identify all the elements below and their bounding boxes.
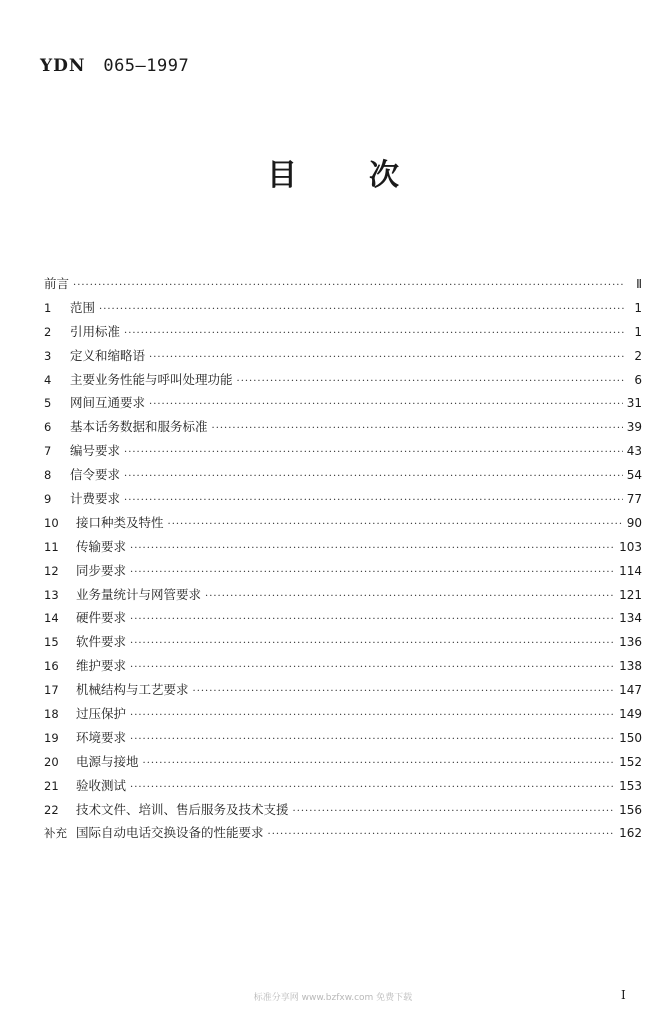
- toc-entry: [44, 656, 642, 680]
- toc-entry-title: 网间互通要求: [70, 395, 146, 411]
- toc-entry: [44, 298, 642, 322]
- toc-leader-dots: [130, 639, 615, 649]
- toc-entry-title: 传输要求: [76, 538, 127, 554]
- toc-entry-title: 同步要求: [76, 562, 127, 578]
- toc-entry-page: 1: [634, 324, 642, 339]
- toc-entry-number: 补充: [44, 826, 67, 841]
- toc-entry-title: 编号要求: [70, 443, 121, 459]
- toc-entry-number: 13: [44, 587, 59, 602]
- toc-leader-dots: [130, 544, 615, 554]
- toc-leader-dots: [130, 783, 615, 793]
- toc-entry-title: 主要业务性能与呼叫处理功能: [70, 371, 233, 387]
- toc-entry: [44, 537, 642, 561]
- toc-entry-title: 前言: [44, 276, 70, 291]
- toc-entry-page: 121: [619, 587, 642, 602]
- toc-entry-number: 14: [44, 611, 59, 626]
- toc-entry-title: 软件要求: [76, 634, 127, 650]
- toc-entry-page: 31: [626, 396, 642, 411]
- toc-entry-number: 18: [44, 707, 59, 722]
- toc-entry-title: 范围: [70, 299, 96, 315]
- toc-entry: [44, 608, 642, 632]
- toc-entry: [44, 346, 642, 370]
- footer-watermark: 标准分享网 www.bzfxw.com 免费下载: [253, 993, 413, 1003]
- toc-entry-page: 2: [634, 348, 642, 363]
- toc-entry-number: 10: [44, 515, 59, 530]
- toc-entry: [44, 704, 642, 728]
- toc-entry-title: 国际自动电话交换设备的性能要求: [76, 825, 264, 841]
- toc-entry-page: 39: [626, 420, 642, 435]
- standard-code: YDN: [40, 56, 86, 76]
- toc-leader-dots: [168, 520, 623, 530]
- toc-leader-dots: [212, 424, 623, 434]
- toc-entry-page: 90: [626, 515, 642, 530]
- toc-entry: [44, 632, 642, 656]
- toc-leader-dots: [124, 448, 623, 458]
- toc-entry-number: 21: [44, 778, 59, 793]
- standard-number: 065—1997: [103, 56, 190, 76]
- toc-entry-number: 3: [44, 348, 52, 363]
- toc-entry: [44, 585, 642, 609]
- toc-entry-page: 103: [619, 539, 642, 554]
- toc-entry-number: 12: [44, 563, 59, 578]
- toc-entry-page: 156: [619, 802, 642, 817]
- toc-entry-title: 信令要求: [70, 467, 121, 483]
- toc-entry: [44, 752, 642, 776]
- toc-entry-page: 43: [626, 444, 642, 459]
- toc-entry-page: 114: [619, 563, 642, 578]
- toc-entry-page: Ⅱ: [636, 277, 642, 291]
- toc-entry-page: 138: [619, 659, 642, 674]
- toc-entry: [44, 465, 642, 489]
- toc-entry-page: 153: [619, 778, 642, 793]
- toc-entry-title: 维护要求: [76, 658, 127, 674]
- toc-entry-number: 6: [44, 420, 52, 435]
- toc-entry-title: 基本话务数据和服务标准: [70, 419, 208, 435]
- page-title: 目次: [267, 158, 471, 193]
- toc-entry-number: 11: [44, 539, 59, 554]
- toc-entry-title: 技术文件、培训、售后服务及技术支援: [76, 801, 289, 817]
- toc-leader-dots: [73, 281, 624, 291]
- toc-entry-number: 9: [44, 492, 52, 507]
- toc-entry-number: 17: [44, 683, 59, 698]
- toc-entry-page: 152: [619, 754, 642, 769]
- toc-entry-number: 22: [44, 802, 59, 817]
- toc-entry-page: 149: [619, 707, 642, 722]
- toc-entry-title: 计费要求: [70, 491, 121, 507]
- toc-leader-dots: [130, 711, 615, 721]
- toc-leader-dots: [130, 735, 615, 745]
- toc-entry-title: 定义和缩略语: [70, 347, 146, 363]
- toc-leader-dots: [293, 807, 616, 817]
- toc-entry-number: 1: [44, 300, 52, 315]
- toc-entry-number: 19: [44, 730, 59, 745]
- page-number: I: [621, 988, 626, 1002]
- toc-leader-dots: [143, 759, 616, 769]
- toc-entry-page: 134: [619, 611, 642, 626]
- toc-entry: [44, 489, 642, 513]
- toc-leader-dots: [268, 830, 616, 840]
- toc-leader-dots: [99, 305, 624, 315]
- toc-entry: [44, 322, 642, 346]
- toc-entry-number: 2: [44, 324, 52, 339]
- toc-entry-title: 硬件要求: [76, 610, 127, 626]
- toc-entry-number: 20: [44, 754, 59, 769]
- toc-entry-number: 16: [44, 659, 59, 674]
- toc-entry: [44, 680, 642, 704]
- toc-entry-title: 接口种类及特性: [76, 514, 164, 530]
- toc-entry-number: 8: [44, 468, 52, 483]
- toc-entry-title: 电源与接地: [76, 753, 139, 769]
- toc-leader-dots: [149, 353, 624, 363]
- toc-leader-dots: [130, 568, 615, 578]
- toc-entry: [44, 417, 642, 441]
- toc-entry: [44, 513, 642, 537]
- toc-entry: [44, 274, 642, 298]
- table-of-contents: [44, 274, 642, 847]
- toc-entry: [44, 823, 642, 847]
- toc-entry-title: 机械结构与工艺要求: [76, 682, 189, 698]
- toc-entry: [44, 393, 642, 417]
- toc-leader-dots: [124, 329, 624, 339]
- toc-entry-title: 环境要求: [76, 729, 127, 745]
- toc-leader-dots: [130, 663, 615, 673]
- toc-entry-title: 验收测试: [76, 777, 127, 793]
- toc-entry: [44, 776, 642, 800]
- toc-leader-dots: [124, 496, 623, 506]
- toc-leader-dots: [193, 687, 616, 697]
- toc-leader-dots: [130, 615, 615, 625]
- toc-entry-page: 77: [626, 492, 642, 507]
- toc-entry: [44, 561, 642, 585]
- toc-entry: [44, 441, 642, 465]
- toc-leader-dots: [124, 472, 623, 482]
- toc-entry-number: 15: [44, 635, 59, 650]
- toc-entry-page: 6: [634, 372, 642, 387]
- toc-entry-page: 150: [619, 730, 642, 745]
- toc-entry-title: 过压保护: [76, 706, 127, 722]
- toc-entry-page: 136: [619, 635, 642, 650]
- toc-entry-title: 业务量统计与网管要求: [76, 586, 202, 602]
- toc-entry-page: 162: [619, 826, 642, 841]
- toc-entry-title: 引用标准: [70, 323, 121, 339]
- toc-entry-page: 147: [619, 683, 642, 698]
- toc-entry-page: 54: [626, 468, 642, 483]
- toc-entry-number: 4: [44, 372, 52, 387]
- toc-entry-number: 5: [44, 396, 52, 411]
- toc-entry: [44, 370, 642, 394]
- toc-leader-dots: [205, 592, 615, 602]
- toc-entry: [44, 728, 642, 752]
- toc-entry-page: 1: [634, 300, 642, 315]
- toc-entry: [44, 800, 642, 824]
- toc-entry-number: 7: [44, 444, 52, 459]
- toc-leader-dots: [237, 377, 624, 387]
- toc-leader-dots: [149, 400, 623, 410]
- document-header: [40, 56, 189, 76]
